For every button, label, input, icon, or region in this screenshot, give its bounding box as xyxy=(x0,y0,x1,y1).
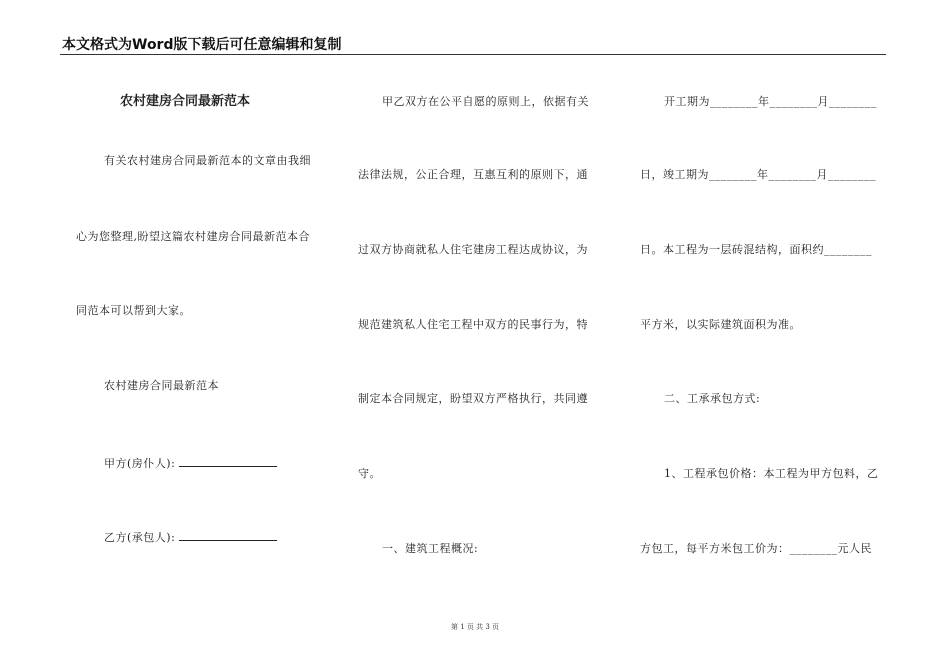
column-3 xyxy=(620,0,920,672)
paragraph-line: 日，竣工期为________年________月________ xyxy=(640,168,876,181)
paragraph-line: 规范建筑私人住宅工程中双方的民事行为，特 xyxy=(358,318,588,331)
paragraph-line: 同范本可以帮到大家。 xyxy=(76,304,191,317)
paragraph-line: 平方米，以实际建筑面积为准。 xyxy=(640,318,801,331)
party-a-line xyxy=(104,455,277,471)
column-1 xyxy=(0,0,330,672)
paragraph-line: 制定本合同规定，盼望双方严格执行，共同遵 xyxy=(358,392,588,405)
paragraph-line: 有关农村建房合同最新范本的文章由我细 xyxy=(104,154,311,167)
paragraph-line: 日。本工程为一层砖混结构，面积约________ xyxy=(640,243,872,256)
party-b-blank[interactable] xyxy=(179,529,277,541)
section-heading: 二、工承承包方式: xyxy=(664,392,761,405)
party-b-label: 乙方(承包人): xyxy=(104,531,176,544)
header-text: 本文格式为Word版下载后可任意编辑和复制 xyxy=(62,37,342,53)
page-number: 第 1 页 共 3 页 xyxy=(450,623,500,631)
paragraph-line: 开工期为________年________月________ xyxy=(664,95,877,108)
column-2 xyxy=(330,0,620,672)
paragraph-line: 心为您整理,盼望这篇农村建房合同最新范本合 xyxy=(76,230,310,243)
section-heading: 一、建筑工程概况: xyxy=(382,542,479,555)
document-title: 农村建房合同最新范本 xyxy=(120,94,251,109)
paragraph-line: 甲乙双方在公平自愿的原则上，依据有关 xyxy=(382,95,589,108)
party-a-blank[interactable] xyxy=(179,455,277,467)
party-b-line xyxy=(104,529,277,545)
paragraph-line: 守。 xyxy=(358,467,381,480)
party-a-label: 甲方(房仆人): xyxy=(104,457,176,470)
paragraph-line: 农村建房合同最新范本 xyxy=(104,379,219,392)
paragraph-line: 1、工程承包价格：本工程为甲方包料，乙 xyxy=(664,467,879,480)
paragraph-line: 方包工，每平方米包工价为：________元人民 xyxy=(640,542,872,555)
paragraph-line: 过双方协商就私人住宅建房工程达成协议，为 xyxy=(358,243,588,256)
paragraph-line: 法律法规，公正合理，互惠互利的原则下，通 xyxy=(358,168,588,181)
